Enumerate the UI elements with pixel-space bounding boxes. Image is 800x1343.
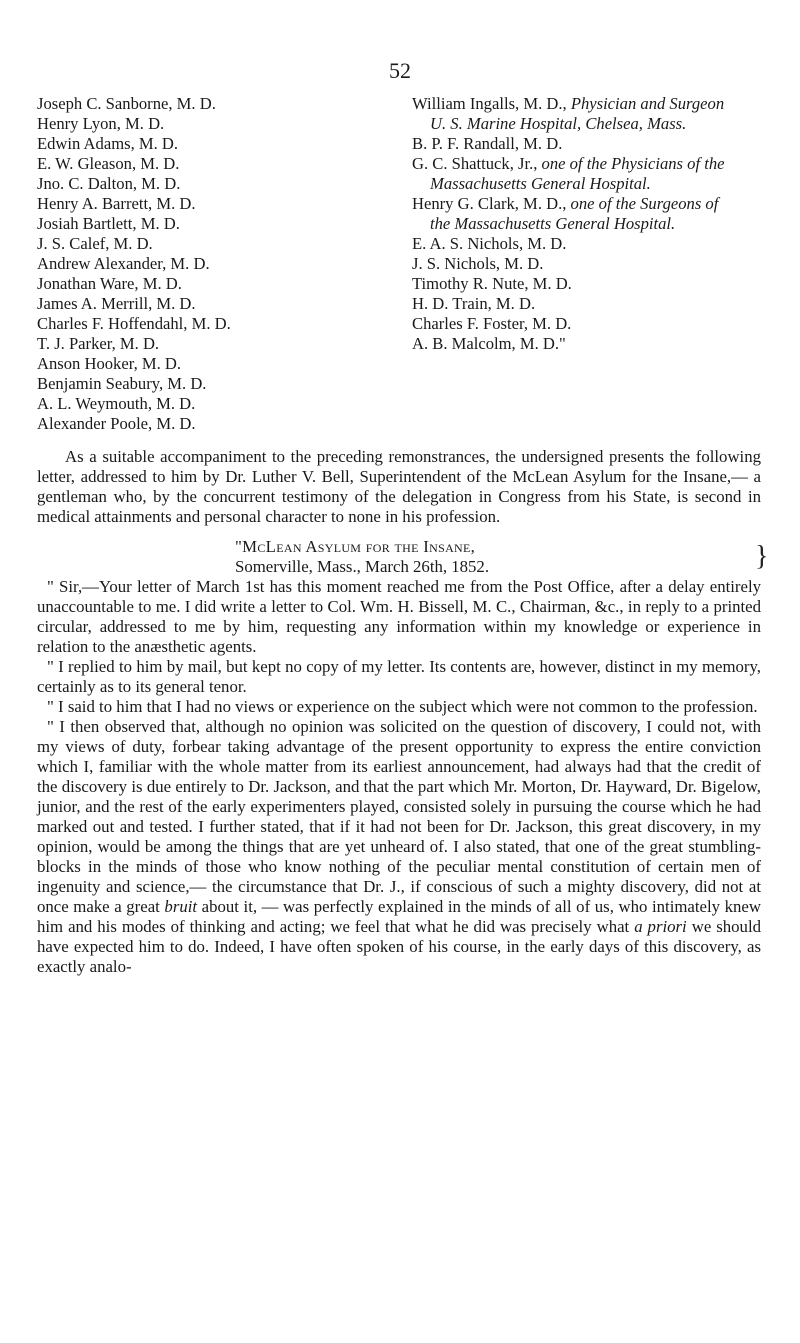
signature-role: one of the Surgeons of the Massachusetts General Hospital.	[430, 194, 719, 233]
letter-text: we should have expected him to do. Indeed, I have often spoken of his course, in the early days of this discovery, as exactly analo-	[37, 917, 762, 976]
letter-paragraph: " I said to him that I had no views or experience on the subject which were not common to the profession.	[47, 697, 758, 716]
signature: A. L. Weymouth, M. D.	[37, 394, 196, 413]
signature	[412, 194, 742, 234]
signature: Benjamin Seabury, M. D.	[37, 374, 207, 393]
letter-text-italic: a priori	[634, 917, 687, 936]
letter-paragraph	[37, 717, 761, 977]
brace-glyph: }	[755, 541, 769, 572]
letter-header-line: Somerville, Mass., March 26th, 1852.	[235, 557, 490, 576]
signature: J. S. Calef, M. D.	[37, 234, 153, 253]
letter-paragraph: " Sir,—Your letter of March 1st has this moment reached me from the Post Office, after a delay entirely unaccountable to me. I did write a letter to Col. Wm. H. Bissell, M. C., Chairman, &c., in reply to a printed circular, addressed to me by him, requesting any information within my knowledge or experience in relation to the anæsthetic agents.	[37, 577, 761, 656]
signature: Edwin Adams, M. D.	[37, 134, 179, 153]
letter-header-line: "McLean Asylum for the Insane,	[235, 537, 476, 556]
signature	[412, 234, 742, 254]
letter-text: about it, — was perfectly explained in the minds of all of us, who intimately knew him and his modes of thinking and acting; we feel that what he did was precisely what	[37, 897, 761, 936]
signature-name: B. P. F. Randall, M. D.	[412, 134, 563, 153]
signature	[412, 134, 742, 154]
signature: Jonathan Ware, M. D.	[37, 274, 182, 293]
signature-name: Charles F. Foster, M. D.	[412, 314, 572, 333]
signature: Henry A. Barrett, M. D.	[37, 194, 196, 213]
signature: E. W. Gleason, M. D.	[37, 154, 180, 173]
signature: Josiah Bartlett, M. D.	[37, 214, 180, 233]
signature-list-left	[37, 94, 277, 434]
page-number: 52	[389, 58, 411, 83]
letter-text: " I then observed that, although no opinion was solicited on the question of discovery, I could not, with my views of duty, forbear taking advantage of the present opportunity to express the entire conviction which I, familiar with the whole matter from its earliest announcement, had always had that the credit of the discovery is due entirely to Dr. Jackson, and that the part which Mr. Morton, Dr. Hayward, Dr. Bigelow, junior, and the rest of the early experimenters played, consisted solely in pursuing the course which he had marked out and tested. I further stated, that if it had not been for Dr. Jackson, this great discovery, in my opinion, would be among the things that are yet unheard of. I also stated, that one of the great stumbling-blocks in the minds of those who know nothing of the peculiar mental constitution of certain men of ingenuity and science,— the circumstance that Dr. J., if conscious of such a mighty discovery, did not at once make a great	[37, 717, 761, 916]
signature	[412, 154, 742, 194]
signature: T. J. Parker, M. D.	[37, 334, 160, 353]
signature: James A. Merrill, M. D.	[37, 294, 196, 313]
signature: Joseph C. Sanborne, M. D.	[37, 94, 216, 113]
signature-name: A. B. Malcolm, M. D."	[412, 334, 566, 353]
signature-role: one of the Physicians of the Massachusetts General Hospital.	[430, 154, 725, 193]
body-text	[37, 447, 769, 977]
signature-name: H. D. Train, M. D.	[412, 294, 536, 313]
signature: Andrew Alexander, M. D.	[37, 254, 210, 273]
signature-name: E. A. S. Nichols, M. D.	[412, 234, 567, 253]
signature: Jno. C. Dalton, M. D.	[37, 174, 181, 193]
signature-name: J. S. Nichols, M. D.	[412, 254, 544, 273]
signature-name: William Ingalls, M. D.,	[412, 94, 571, 113]
signature-name: G. C. Shattuck, Jr.,	[412, 154, 542, 173]
letter-paragraph: " I replied to him by mail, but kept no copy of my letter. Its contents are, however, distinct in my memory, certainly as to its general tenor.	[37, 657, 761, 696]
intro-paragraph: As a suitable accompaniment to the preceding remonstrances, the undersigned presents the following letter, addressed to him by Dr. Luther V. Bell, Superintendent of the McLean Asylum for the Insane,— a gentleman who, by the concurrent testimony of the delegation in Congress from his State, is second in medical attainments and personal character to none in his profession.	[37, 447, 761, 526]
signature-name: Timothy R. Nute, M. D.	[412, 274, 572, 293]
signature	[412, 94, 742, 134]
letter-text-italic: bruit	[164, 897, 198, 916]
signature	[412, 314, 742, 334]
signature	[412, 254, 742, 274]
letter-header	[37, 537, 769, 577]
signature	[412, 334, 742, 354]
letter-body	[37, 577, 761, 977]
signature: Henry Lyon, M. D.	[37, 114, 165, 133]
signature: Charles F. Hoffendahl, M. D.	[37, 314, 231, 333]
signature	[412, 294, 742, 314]
signature	[412, 274, 742, 294]
signature-role: Physician and Surgeon U. S. Marine Hospital, Chelsea, Mass.	[430, 94, 725, 133]
signature-name: Henry G. Clark, M. D.,	[412, 194, 571, 213]
signature-list-right	[412, 94, 742, 354]
signature: Anson Hooker, M. D.	[37, 354, 182, 373]
signature: Alexander Poole, M. D.	[37, 414, 196, 433]
